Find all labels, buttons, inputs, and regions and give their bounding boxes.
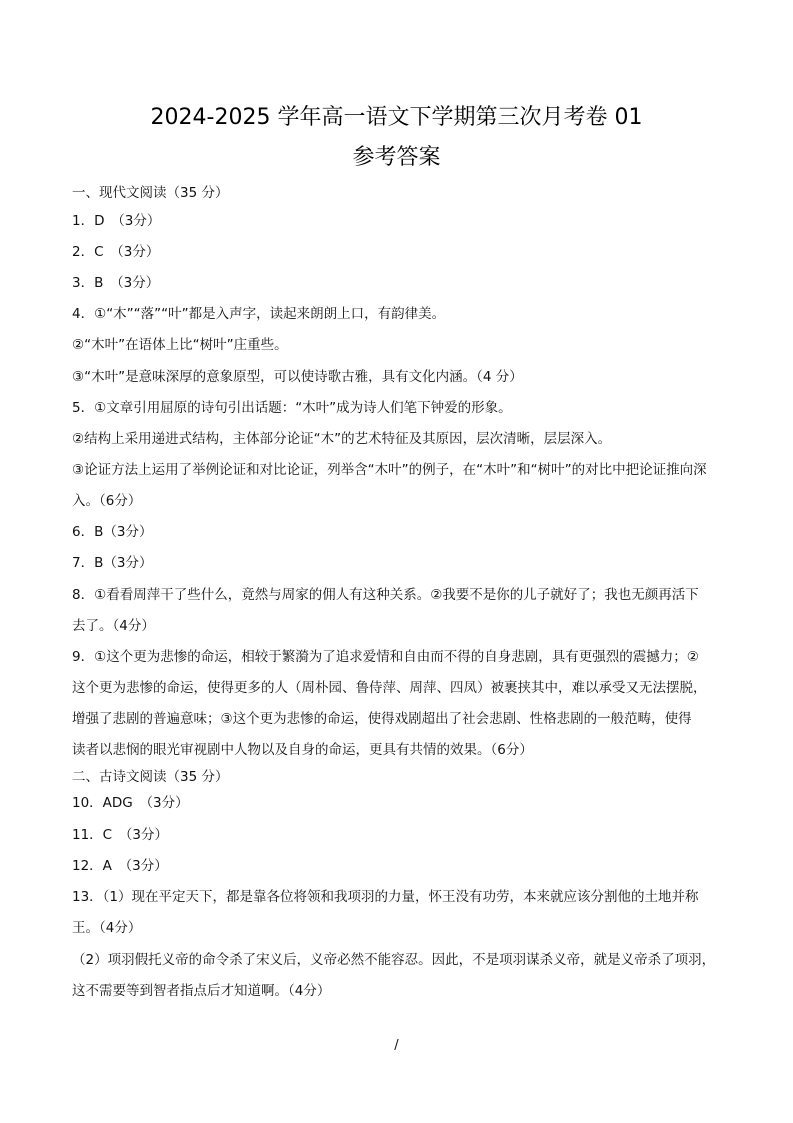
document-subtitle: 参考答案 [352,145,441,170]
document-title: 2024-2025 学年高一语文下学期第三次月考卷 01 [150,105,643,130]
answer-line: 10．ADG （3分） [72,795,189,811]
answer-line: ③论证方法上运用了举例论证和对比论证，列举含“木叶”的例子，在“木叶”和“树叶”的对比中把论证推向深 [72,462,707,478]
section-heading-modern-reading: 一、现代文阅读（35 分） [72,185,229,201]
answer-line: 8．①看看周萍干了些什么，竟然与周家的佣人有这种关系。②我要不是你的儿子就好了；我也无颜再活下 [72,587,699,603]
answer-line: 11．C （3分） [72,827,168,843]
answer-line: ②结构上采用递进式结构，主体部分论证“木”的艺术特征及其原因，层次清晰，层层深入。 [72,431,612,447]
answer-line: 这个更为悲惨的命运，使得更多的人（周朴园、鲁侍萍、周萍、四凤）被裹挟其中，难以承受又无法摆脱， [72,680,707,696]
answer-line: 入。（6分） [72,493,142,509]
answer-line: 6．B（3分） [72,524,153,540]
answer-line: 去了。（4分） [72,618,155,634]
section-heading-classical-reading: 二、古诗文阅读（35 分） [72,769,229,785]
answer-line: 9．①这个更为悲惨的命运，相较于繁漪为了追求爱情和自由而不得的自身悲剧，具有更强烈的震撼力；② [72,649,699,665]
answer-line: 4．①“木”“落”“叶”都是入声字，读起来朗朗上口，有韵律美。 [72,306,446,322]
answer-line: ②“木叶”在语体上比“树叶”庄重些。 [72,337,288,353]
answer-line: 3．B （3分） [72,275,160,291]
answer-line: 王。（4分） [72,920,142,936]
answer-line: 12．A （3分） [72,858,168,874]
answer-line: 2．C （3分） [72,244,160,260]
answer-line: 读者以悲悯的眼光审视剧中人物以及自身的命运，更具有共情的效果。（6分） [72,742,533,758]
answer-line: 这不需要等到智者指点后才知道啊。（4分） [72,983,331,999]
answer-line: ③“木叶”是意味深厚的意象原型，可以使诗歌古雅，具有文化内涵。（4 分） [72,369,523,385]
answer-line: 5．①文章引用屈原的诗句引出话题：“木叶”成为诗人们笔下钟爱的形象。 [72,400,512,416]
answer-line: 增强了悲剧的普遍意味；③这个更为悲惨的命运，使得戏剧超出了社会悲剧、性格悲剧的一般范畴，使得 [72,711,692,727]
page-number: / [394,1038,399,1053]
answer-line: 7．B（3分） [72,555,153,571]
answer-line: 1．D （3分） [72,213,161,229]
answer-line: （2）项羽假托义帝的命令杀了宋义后，义帝必然不能容忍。因此，不是项羽谋杀义帝，就是义帝杀了项羽， [72,952,716,968]
answer-line: 13．（1）现在平定天下，都是靠各位将领和我项羽的力量，怀王没有功劳，本来就应该分割他的土地并称 [72,889,699,905]
